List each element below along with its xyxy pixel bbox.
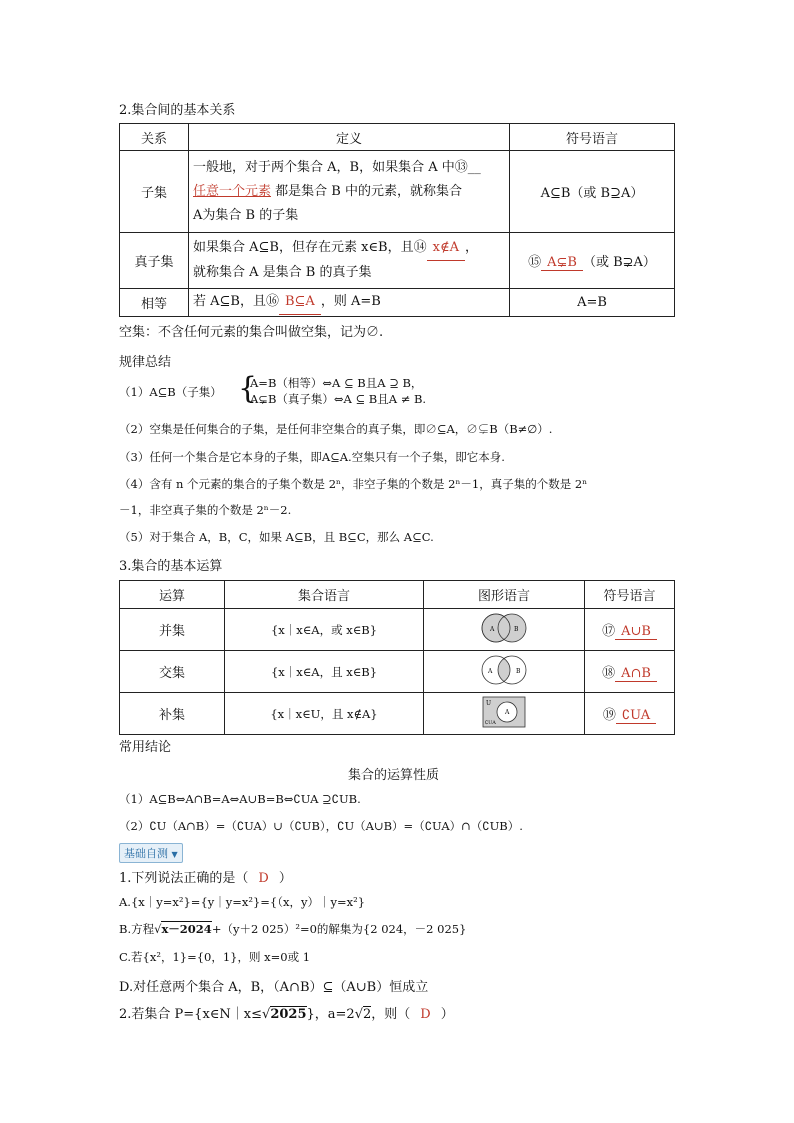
rule-1-prefix: （1）A⊆B（子集） [119, 385, 222, 399]
conclusion-1: （1）A⊆B⇔A∩B=A⇔A∪B=B⇔∁UA ⊇∁UB. [119, 792, 361, 806]
symbol-text: （或 B⊋A） [582, 254, 656, 270]
section-3-heading: 3.集合的基本运算 [119, 559, 223, 574]
header-symbol: 符号语言 [510, 124, 675, 151]
op-intersection: 交集 [120, 651, 225, 693]
venn-union [424, 609, 585, 651]
conclusion-subtitle: 集合的运算性质 [348, 768, 440, 783]
svg-text:A: A [490, 625, 495, 633]
conclusion-2: （2）∁U（A∩B）=（∁UA）∪（∁UB），∁U（A∪B）=（∁UA）∩（∁UB）. [119, 819, 523, 833]
definition-subset [189, 151, 510, 233]
number-19: ⑲ [602, 707, 616, 723]
option-a: A.{x｜y=x²}={y｜y=x²}={（x，y）｜y=x²} [119, 895, 366, 909]
header-operation: 运算 [120, 581, 225, 609]
relation-equal: 相等 [120, 289, 189, 317]
symbol-subset: A⊆B（或 B⊇A） [510, 151, 675, 233]
question-text: ） [278, 871, 292, 886]
definition-text: 如果集合 A⊆B，但存在元素 x∈B，且⑭ [193, 240, 427, 255]
table-row [120, 289, 675, 317]
svg-text:∁UA: ∁UA [485, 719, 496, 726]
op-union: 并集 [120, 609, 225, 651]
table-row [120, 233, 675, 289]
brace-icon: { [238, 371, 258, 406]
empty-set-definition: 空集：不含任何元素的集合叫做空集，记为∅. [119, 325, 384, 340]
answer-17: A∪B [615, 624, 657, 640]
question-1-answer: D [258, 871, 269, 886]
set-complement: {x｜x∈U，且 x∉A} [225, 693, 424, 735]
venn-intersection-icon [476, 654, 532, 686]
badge-label: 基础自测 [124, 847, 168, 860]
number-15: ⑮ [528, 254, 542, 270]
option-d: D.对任意两个集合 A，B，（A∩B）⊆（A∪B）恒成立 [119, 980, 429, 995]
operations-table [119, 580, 675, 735]
relation-proper-subset: 真子集 [120, 233, 189, 289]
venn-union-icon [476, 612, 532, 644]
relation-subset: 子集 [120, 151, 189, 233]
rule-4-line2: －1，非空真子集的个数是 2ⁿ－2. [119, 503, 292, 517]
definition-text: 一般地，对于两个集合 A，B，如果集合 A 中⑬__ [193, 159, 481, 175]
symbol-proper-subset [510, 233, 675, 289]
rule-3: （3）任何一个集合是它本身的子集，即A⊆A.空集只有一个子集，即它本身. [119, 450, 505, 464]
option-c: C.若{x²，1}={0，1}，则 x=0或 1 [119, 950, 311, 964]
number-18: ⑱ [602, 665, 616, 681]
rule-1-line1: A=B（相等）⇔A ⊆ B且A ⊇ B， [250, 376, 423, 390]
rule-4-line1: （4）含有 n 个元素的集合的子集个数是 2ⁿ，非空子集的个数是 2ⁿ－1，真子集的个数是 2ⁿ [119, 477, 588, 491]
venn-complement [424, 693, 585, 735]
svg-text:U: U [486, 699, 492, 707]
rules-title: 规律总结 [119, 355, 172, 370]
op-complement: 补集 [120, 693, 225, 735]
definition-text: A为集合 B 的子集 [193, 207, 299, 223]
answer-19: ∁UA [616, 708, 656, 724]
answer-13: 任意一个元素 [193, 183, 272, 199]
rule-1-line2: A⊊B（真子集）⇔A ⊆ B且A ≠ B. [250, 392, 427, 406]
set-intersection: {x｜x∈A，且 x∈B} [225, 651, 424, 693]
table-row [120, 151, 675, 233]
symbol-intersection [585, 651, 675, 693]
question-text: 1.下列说法正确的是（ [119, 871, 249, 886]
radicand: x－2024 [161, 922, 212, 936]
header-graphic-language: 图形语言 [424, 581, 585, 609]
symbol-equal: A=B [510, 289, 675, 317]
header-relation: 关系 [120, 124, 189, 151]
svg-text:A: A [505, 708, 510, 716]
definition-text: 就称集合 A 是集合 B 的真子集 [193, 265, 372, 280]
svg-text:B: B [514, 625, 519, 633]
symbol-union [585, 609, 675, 651]
table-row [120, 609, 675, 651]
option-b [119, 921, 466, 937]
sqrt-icon: √ [154, 922, 162, 936]
question-text: 2.若集合 P={x∈N｜x≤ [119, 1007, 263, 1022]
radicand: 2025 [270, 1007, 307, 1022]
definition-text: 都是集合 B 中的元素，就称集合 [275, 183, 462, 199]
question-1 [119, 867, 292, 886]
question-text: }，a=2 [306, 1007, 355, 1022]
venn-complement-icon [482, 696, 526, 728]
question-2-answer: D [420, 1007, 431, 1022]
number-17: ⑰ [602, 623, 616, 639]
radicand: 2 [362, 1007, 372, 1022]
option-text: +（y＋2 025）²=0的解集为{2 024，－2 025} [211, 922, 467, 936]
definition-text: ，则 A=B [320, 294, 381, 309]
sqrt-icon: √ [354, 1007, 363, 1022]
set-union: {x｜x∈A，或 x∈B} [225, 609, 424, 651]
question-text: ） [440, 1007, 454, 1022]
definition-text: ， [464, 240, 478, 255]
relations-table [119, 123, 675, 317]
caret-down-icon: ▼ [171, 850, 178, 859]
sqrt-icon: √ [262, 1007, 271, 1022]
question-2 [119, 1003, 454, 1022]
definition-text: 若 A⊆B，且⑯ [193, 294, 279, 309]
answer-16: B⊆A [279, 290, 321, 315]
self-test-badge [119, 843, 183, 863]
definition-proper-subset [189, 233, 510, 289]
answer-14: x∉A [427, 236, 465, 261]
conclusion-title: 常用结论 [119, 740, 172, 755]
answer-18: A∩B [615, 666, 657, 682]
header-definition: 定义 [189, 124, 510, 151]
section-2-heading: 2.集合间的基本关系 [119, 103, 236, 118]
header-set-language: 集合语言 [225, 581, 424, 609]
symbol-complement [585, 693, 675, 735]
definition-equal [189, 289, 510, 317]
rule-5: （5）对于集合 A，B，C，如果 A⊆B，且 B⊆C，那么 A⊆C. [119, 530, 434, 544]
svg-text:B: B [516, 667, 521, 675]
table-row [120, 651, 675, 693]
svg-text:A: A [488, 667, 493, 675]
table-row [120, 693, 675, 735]
option-text: B.方程 [119, 922, 155, 936]
header-symbol-language: 符号语言 [585, 581, 675, 609]
rule-2: （2）空集是任何集合的子集，是任何非空集合的真子集，即∅⊆A，∅⊊B（B≠∅）. [119, 422, 553, 436]
answer-15: A⊊B [541, 255, 583, 271]
venn-intersection [424, 651, 585, 693]
question-text: ，则（ [371, 1007, 411, 1022]
